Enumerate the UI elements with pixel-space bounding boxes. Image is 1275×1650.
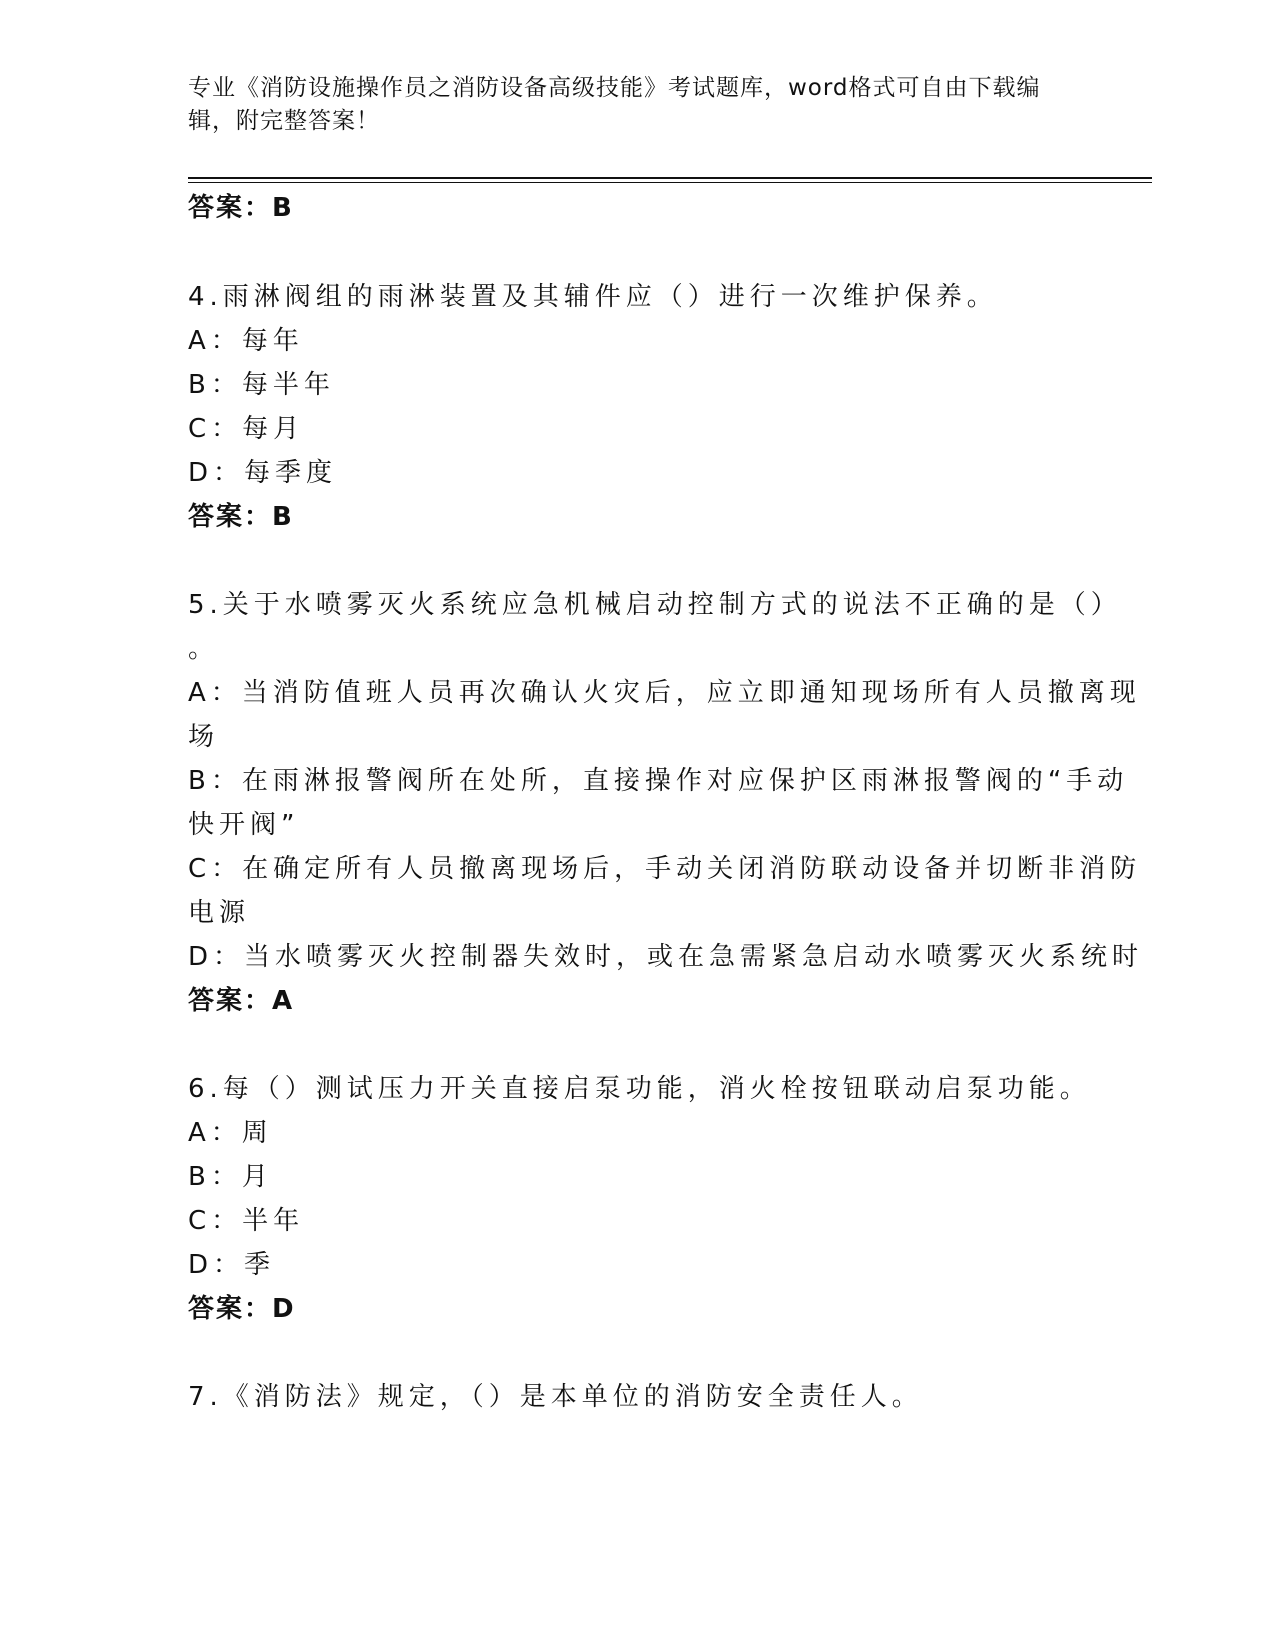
q6-answer: 答案：D: [188, 1294, 296, 1324]
q5-option-d: D：当水喷雾灭火控制器失效时，或在急需紧急启动水喷雾灭火系统时: [188, 942, 1144, 972]
q4-option-c: C：每月: [188, 414, 305, 444]
q6-option-a: A：周: [188, 1118, 273, 1148]
document-header: [188, 72, 1088, 138]
header-line-1: 专业《消防设施操作员之消防设备高级技能》考试题库，word格式可自由下载编: [188, 75, 1041, 101]
q5-option-a-line-2: 场: [188, 722, 220, 752]
q6-option-d: D：季: [188, 1250, 276, 1280]
q4-answer: 答案：B: [188, 502, 294, 532]
q5-question-line-2: 。: [188, 634, 220, 664]
q6-option-b: B：月: [188, 1162, 273, 1192]
q5-option-c-line-1: C：在确定所有人员撤离现场后，手动关闭消防联动设备并切断非消防: [188, 854, 1142, 884]
q6-question: 6.每（）测试压力开关直接启泵功能，消火栓按钮联动启泵功能。: [188, 1074, 1091, 1104]
q5-answer: 答案：A: [188, 986, 295, 1016]
q4-option-a: A：每年: [188, 326, 304, 356]
header-line-2: 辑，附完整答案！: [188, 108, 380, 134]
header-divider-thick: [188, 177, 1152, 179]
answer-previous: 答案：B: [188, 193, 294, 223]
header-divider-thin: [188, 182, 1152, 183]
q5-option-b-line-2: 快开阀”: [188, 810, 300, 840]
q5-option-b-line-1: B：在雨淋报警阀所在处所，直接操作对应保护区雨淋报警阀的“手动: [188, 766, 1129, 796]
q5-option-a-line-1: A：当消防值班人员再次确认火灾后，应立即通知现场所有人员撤离现: [188, 678, 1141, 708]
q4-option-d: D：每季度: [188, 458, 338, 488]
q5-question-line-1: 5.关于水喷雾灭火系统应急机械启动控制方式的说法不正确的是（）: [188, 590, 1122, 620]
q4-option-b: B：每半年: [188, 370, 335, 400]
q5-option-c-line-2: 电源: [188, 898, 251, 928]
q7-question: 7.《消防法》规定，（）是本单位的消防安全责任人。: [188, 1382, 923, 1412]
q4-question: 4.雨淋阀组的雨淋装置及其辅件应（）进行一次维护保养。: [188, 282, 998, 312]
q6-option-c: C：半年: [188, 1206, 305, 1236]
